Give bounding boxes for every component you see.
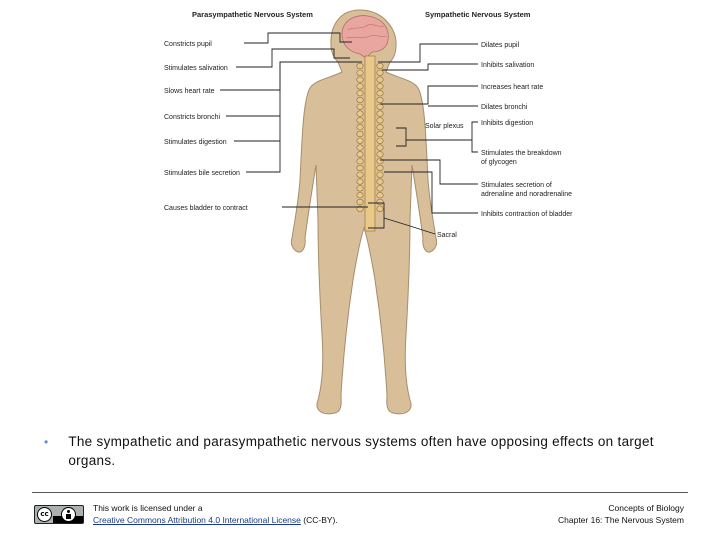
ganglion-left-20 [357, 199, 363, 205]
license-line-2 [93, 514, 338, 526]
ganglion-left-2 [357, 77, 363, 83]
ganglion-right-19 [377, 192, 383, 198]
ganglion-right-18 [377, 186, 383, 192]
spinal-cord [365, 56, 375, 231]
label-increases-heart-rate: Increases heart rate [481, 84, 544, 91]
label-sacral: Sacral [437, 232, 457, 239]
label-dilates-bronchi: Dilates bronchi [481, 104, 528, 111]
label-solar-plexus: Solar plexus [425, 123, 464, 130]
label-stimulates-digestion: Stimulates digestion [164, 139, 227, 146]
leader-inhibits-salivation [382, 64, 478, 70]
ganglion-right-17 [377, 179, 383, 185]
ganglion-right-2 [377, 77, 383, 83]
label-stimulates-secretion-1: Stimulates secretion of [481, 182, 552, 189]
attribution-person-icon [61, 507, 76, 522]
leader-stimulates-bile-secretion [246, 62, 280, 172]
ganglion-right-13 [377, 152, 383, 158]
label-inhibits-contraction-of-bladder: Inhibits contraction of bladder [481, 211, 573, 218]
ganglion-left-19 [357, 192, 363, 198]
parasympathetic-labels [164, 41, 248, 212]
ganglion-left-8 [357, 118, 363, 124]
ganglion-left-17 [357, 179, 363, 185]
ganglion-right-9 [377, 124, 383, 130]
label-dilates-pupil: Dilates pupil [481, 42, 520, 49]
license-text [93, 502, 338, 526]
license-suffix: (CC-BY). [300, 515, 338, 525]
ganglion-left-11 [357, 138, 363, 144]
label-stimulates-secretion-2: adrenaline and noradrenaline [481, 191, 573, 198]
label-inhibits-salivation: Inhibits salivation [481, 62, 535, 69]
ganglion-left-3 [357, 84, 363, 90]
course-credit [558, 502, 684, 526]
parasympathetic-header: Parasympathetic Nervous System [192, 10, 313, 19]
ganglion-left-13 [357, 152, 363, 158]
ganglion-right-20 [377, 199, 383, 205]
ganglion-right-11 [377, 138, 383, 144]
ganglion-left-15 [357, 165, 363, 171]
ganglion-left-0 [357, 63, 363, 69]
human-body-figure [291, 10, 436, 414]
label-stimulates-breakdown-1: Stimulates the breakdown [481, 150, 562, 157]
license-line-1: This work is licensed under a [93, 503, 203, 513]
ganglion-right-16 [377, 172, 383, 178]
bullet-text: The sympathetic and parasympathetic nervous systems often have opposing effects on target organs. [68, 434, 654, 468]
body-silhouette [291, 10, 436, 414]
ganglion-left-1 [357, 70, 363, 76]
sympathetic-labels [425, 42, 573, 239]
label-causes-bladder-to-contract: Causes bladder to contract [164, 205, 248, 212]
ganglion-right-10 [377, 131, 383, 137]
ganglion-right-14 [377, 158, 383, 164]
ganglion-right-8 [377, 118, 383, 124]
ganglion-left-16 [357, 172, 363, 178]
label-slows-heart-rate: Slows heart rate [164, 88, 215, 95]
ganglion-right-1 [377, 70, 383, 76]
license-link[interactable]: Creative Commons Attribution 4.0 International License [93, 515, 301, 525]
ganglion-left-5 [357, 97, 363, 103]
ganglion-left-18 [357, 186, 363, 192]
cc-icon: cc [37, 507, 52, 522]
cc-by-license-icon[interactable] [34, 505, 84, 524]
ganglion-left-6 [357, 104, 363, 110]
ganglion-left-12 [357, 145, 363, 151]
credit-chapter: Chapter 16: The Nervous System [558, 515, 684, 525]
ganglion-right-4 [377, 90, 383, 96]
ganglion-left-4 [357, 90, 363, 96]
ganglion-right-0 [377, 63, 383, 69]
sympathetic-header: Sympathetic Nervous System [425, 10, 531, 19]
bullet-icon: • [44, 435, 49, 449]
label-constricts-pupil: Constricts pupil [164, 41, 212, 48]
label-stimulates-bile-secretion: Stimulates bile secretion [164, 170, 240, 177]
ganglion-left-10 [357, 131, 363, 137]
ganglion-right-5 [377, 97, 383, 103]
footer-divider [32, 492, 688, 493]
ganglion-left-14 [357, 158, 363, 164]
label-inhibits-digestion: Inhibits digestion [481, 120, 534, 127]
ganglion-left-9 [357, 124, 363, 130]
label-stimulates-breakdown-2: of glycogen [481, 159, 517, 166]
ganglion-left-7 [357, 111, 363, 117]
credit-book-title: Concepts of Biology [608, 503, 684, 513]
label-stimulates-salivation: Stimulates salivation [164, 65, 228, 72]
ganglion-right-7 [377, 111, 383, 117]
ganglion-right-21 [377, 206, 383, 212]
ganglion-right-15 [377, 165, 383, 171]
bullet-point [44, 432, 664, 470]
ganglion-right-6 [377, 104, 383, 110]
ganglion-right-12 [377, 145, 383, 151]
label-constricts-bronchi: Constricts bronchi [164, 114, 221, 121]
ganglion-right-3 [377, 84, 383, 90]
leader-breakdown-glycogen [472, 140, 478, 152]
